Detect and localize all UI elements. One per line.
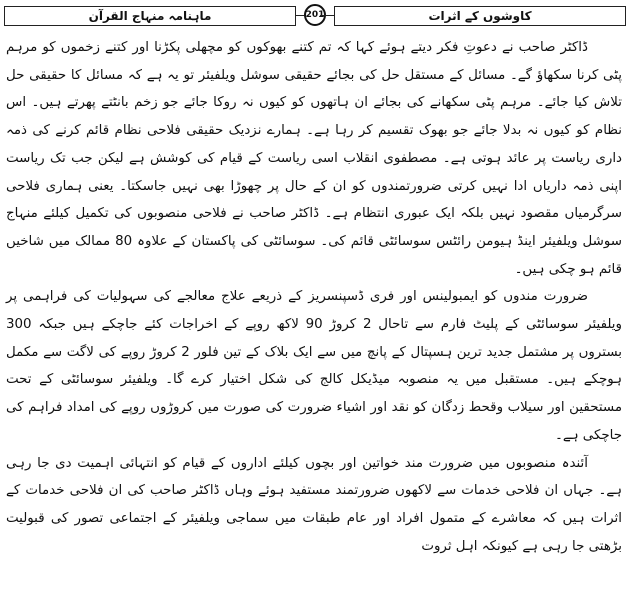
magazine-title: ماہنامہ منہاج القرآن [4, 6, 296, 26]
paragraph-1: ڈاکٹر صاحب نے دعوتِ فکر دیتے ہوئے کہا کہ تم کتنے بھوکوں کو مچھلی پکڑنا اور کتنے زخموں کو مرہم پٹی کرنا سکھاؤ گے۔ مسائل کے مستقل حل کی بجائے حقیقی سوشل ویلفیئر تو یہ ہے کہ مسائل کا حقیقی حل تلاش کیا جائے۔ مرہم پٹی سکھانے کی بجائے ان ہاتھوں کو کیوں نہ روکا جائے جو زخم بانٹتے پھرتے ہیں۔ اس نظام کو کیوں نہ بدلا جائے جو بھوک تقسیم کر رہا ہے۔ ہمارے نزدیک حقیقی فلاحی نظام قائم کرنے کی ذمہ داری ریاست پر عائد ہوتی ہے۔ مصطفوی انقلاب اسی ریاست کے قیام کی کوشش ہے لیکن جب تک ریاست اپنی ذمہ داریاں ادا نہیں کرتی ضرورتمندوں کو ان کے حال پر چھوڑا بھی نہیں جاسکتا۔ یعنی ہماری فلاحی سرگرمیاں مقصود نہیں بلکہ ایک عبوری انتظام ہے۔ ڈاکٹر صاحب نے فلاحی منصوبوں کی تکمیل کیلئے منہاج سوشل ویلفیئر اینڈ ہیومن رائٹس سوسائٹی قائم کی۔ سوسائٹی کی پاکستان کے علاوہ 80 ممالک میں شاخیں قائم ہو چکی ہیں۔ [6, 40, 623, 277]
page-header [4, 4, 626, 30]
article-body [6, 34, 622, 560]
page-number: 201 [304, 4, 326, 26]
paragraph-2: ضرورت مندوں کو ایمبولینس اور فری ڈسپنسریز کے ذریعے علاج معالجے کی سہولیات کی فراہمی پر ویلفیئر سوسائٹی کے پلیٹ فارم سے تاحال 2 کروڑ 90 لاکھ روپے کے اخراجات کئے جاچکے ہیں جبکہ 300 بستروں پر مشتمل جدید ترین ہسپتال کے پانچ میں سے ایک بلاک کے تین فلور 2 کروڑ روپے کی لاگت سے مکمل ہوچکے ہیں۔ مستقبل میں یہ منصوبہ میڈیکل کالج کی شکل اختیار کرے گا۔ ویلفیئر سوسائٹی کے تحت مستحقین اور سیلاب وقحط زدگان کو نقد اور اشیاء ضرورت کی صورت میں کروڑوں روپے کی امداد فراہم کی جاچکی ہے۔ [6, 289, 622, 443]
paragraph-3: آئندہ منصوبوں میں ضرورت مند خواتین اور بچوں کیلئے اداروں کے قیام کو انتہائی اہمیت دی جا رہی ہے۔ جہاں ان فلاحی خدمات سے لاکھوں ضرورتمند مستفید ہوئے وہاں ڈاکٹر صاحب کی ان فلاحی خدمات کے اثرات ہیں کہ معاشرے کے متمول افراد اور عام طبقات میں سماجی ویلفیئر کے اجتماعی تصور کی قبولیت بڑھتی جا رہی ہے کیونکہ اہل ثروت [6, 455, 622, 554]
article-title: کاوشوں کے اثرات [334, 6, 626, 26]
header-rule-right [320, 15, 334, 16]
